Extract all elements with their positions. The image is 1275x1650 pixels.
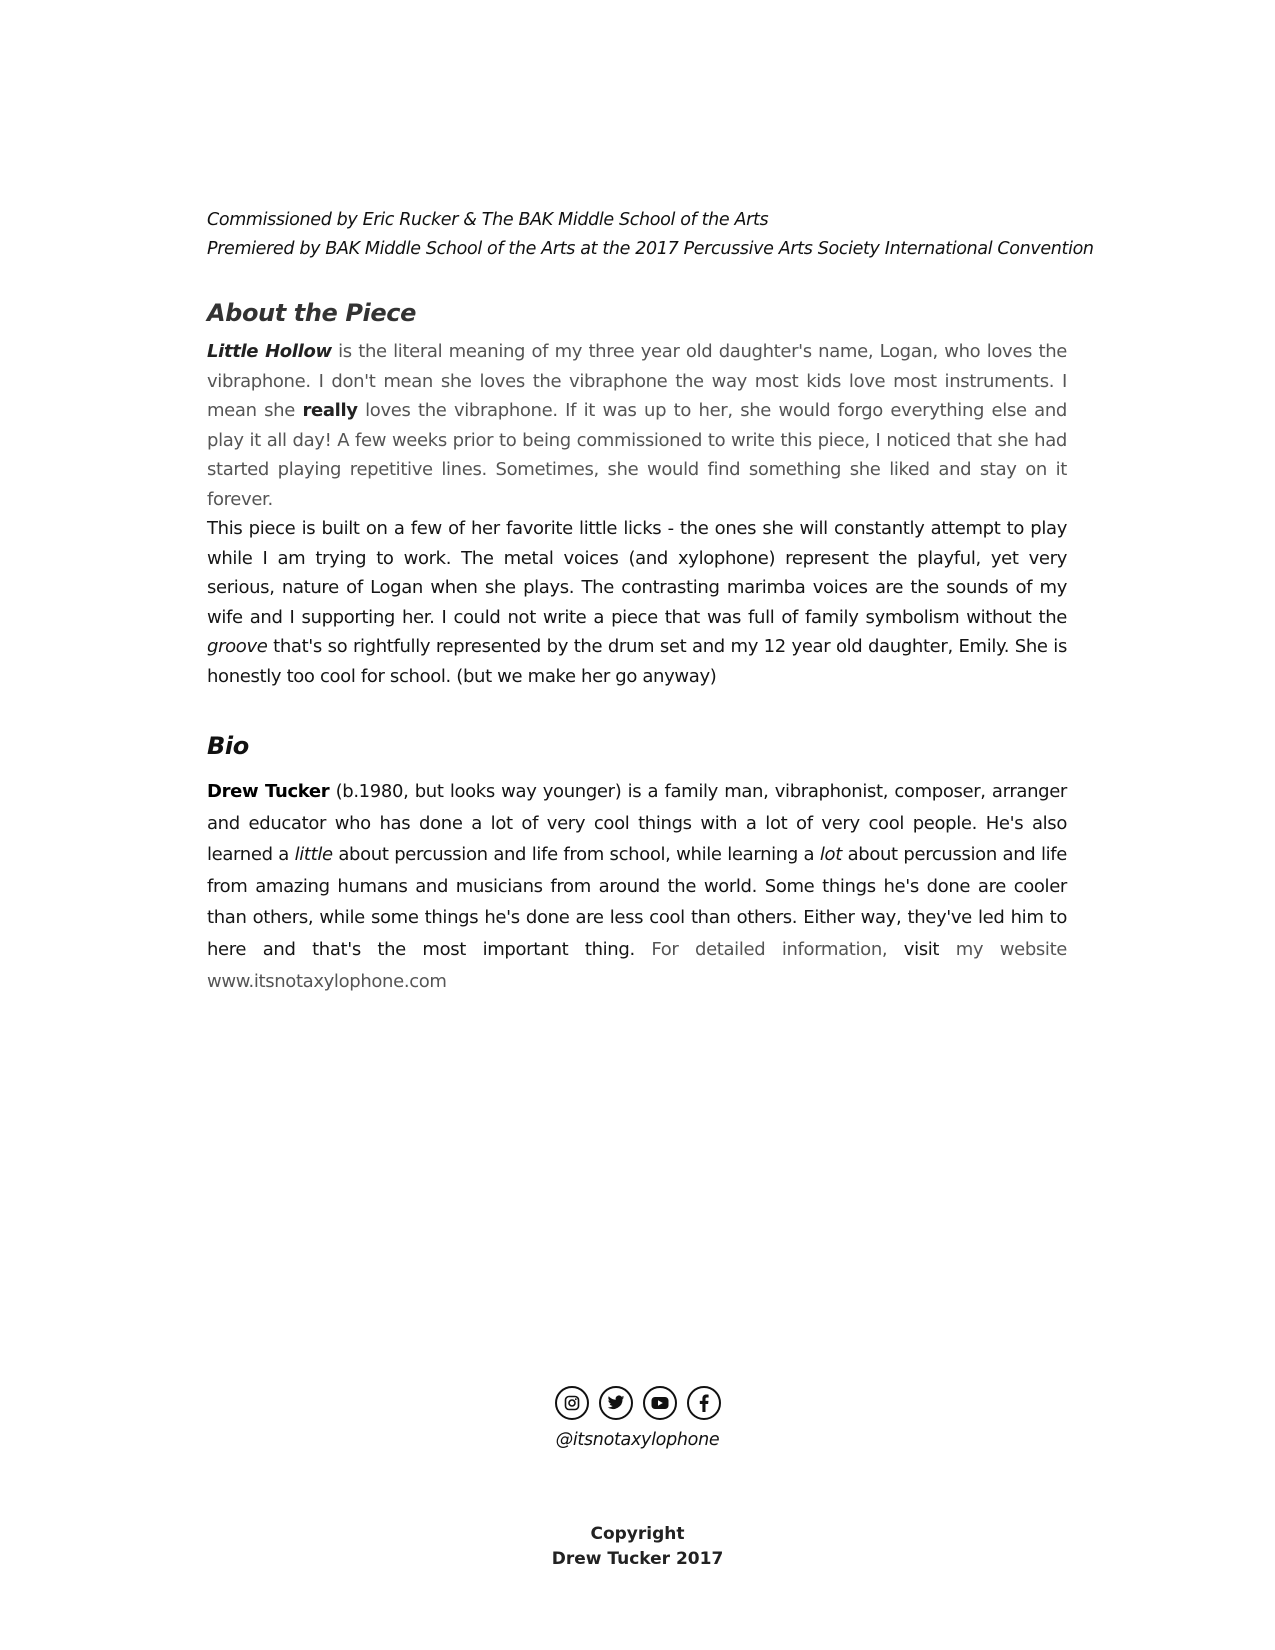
bio-website-text: my website www.itsnotaxylophone.com bbox=[207, 938, 1068, 992]
youtube-icon[interactable] bbox=[643, 1386, 677, 1420]
about-p2-text-2: that's so rightfully represented by the drum set and my 12 year old daughter, Emily. She is honestly too cool for school. (but we make her go anyway) bbox=[207, 636, 1067, 687]
social-handle: @itsnotaxylophone bbox=[555, 1430, 720, 1450]
bio-text-2: about percussion and life from school, while learning a bbox=[332, 844, 820, 866]
facebook-icon[interactable] bbox=[687, 1386, 721, 1420]
copyright-notice bbox=[0, 1522, 1275, 1572]
about-paragraph-2 bbox=[207, 514, 1067, 691]
commissioned-credit: Commissioned by Eric Rucker & The BAK Middle School of the Arts bbox=[207, 210, 769, 230]
copyright-owner: Drew Tucker 2017 bbox=[551, 1549, 724, 1569]
instagram-icon[interactable] bbox=[555, 1386, 589, 1420]
piece-title: Little Hollow bbox=[207, 341, 332, 362]
about-p1-text-1: is the literal meaning of my three year old daughter's name, Logan, who loves the vibraphone. I don't mean she loves the vibraphone the way most kids love most instruments. I mean she bbox=[207, 341, 1067, 421]
bio-italic-1: little bbox=[294, 844, 333, 866]
about-p1-bold: really bbox=[302, 400, 358, 421]
bio-visit-link[interactable]: visit bbox=[903, 938, 940, 960]
social-icons bbox=[0, 1386, 1275, 1420]
about-heading: About the Piece bbox=[207, 299, 416, 327]
about-p2-text-1: This piece is built on a few of her favorite little licks - the ones she will constantly attempt to play while I am trying to work. The metal voices (and xylophone) represent the playful, yet very serious, nature of Logan when she plays. The contrasting marimba voices are the sounds of my wife and I supporting her. I could not write a piece that was full of family symbolism without the bbox=[207, 518, 1067, 628]
about-p1-text-2: loves the vibraphone. If it was up to her, she would forgo everything else and play it all day! A few weeks prior to being commissioned to write this piece, I noticed that she had started playing repetitive lines. Sometimes, she would find something she liked and stay on it forever. bbox=[207, 400, 1067, 510]
bio-text-4: For detailed information, bbox=[651, 938, 904, 960]
about-p2-italic: groove bbox=[207, 636, 268, 657]
bio-text-3: about percussion and life from amazing humans and musicians from around the world. Some things he's done are cooler than others, while some things he's done are less cool than others. Either way, they've led him to here and that's the most important thing. bbox=[207, 844, 1067, 960]
bio-paragraph bbox=[207, 776, 1067, 997]
twitter-icon[interactable] bbox=[599, 1386, 633, 1420]
about-paragraph-1 bbox=[207, 337, 1067, 514]
bio-text-1: (b.1980, but looks way younger) is a family man, vibraphonist, composer, arranger and educator who has done a lot of very cool things with a lot of very cool people. He's also learned a bbox=[207, 781, 1067, 866]
bio-name: Drew Tucker bbox=[207, 781, 330, 802]
bio-heading: Bio bbox=[207, 732, 249, 760]
social-section bbox=[0, 1386, 1275, 1450]
bio-italic-2: lot bbox=[819, 844, 842, 866]
premiered-credit: Premiered by BAK Middle School of the Arts at the 2017 Percussive Arts Society International Convention bbox=[207, 239, 1094, 259]
copyright-label: Copyright bbox=[590, 1524, 685, 1544]
